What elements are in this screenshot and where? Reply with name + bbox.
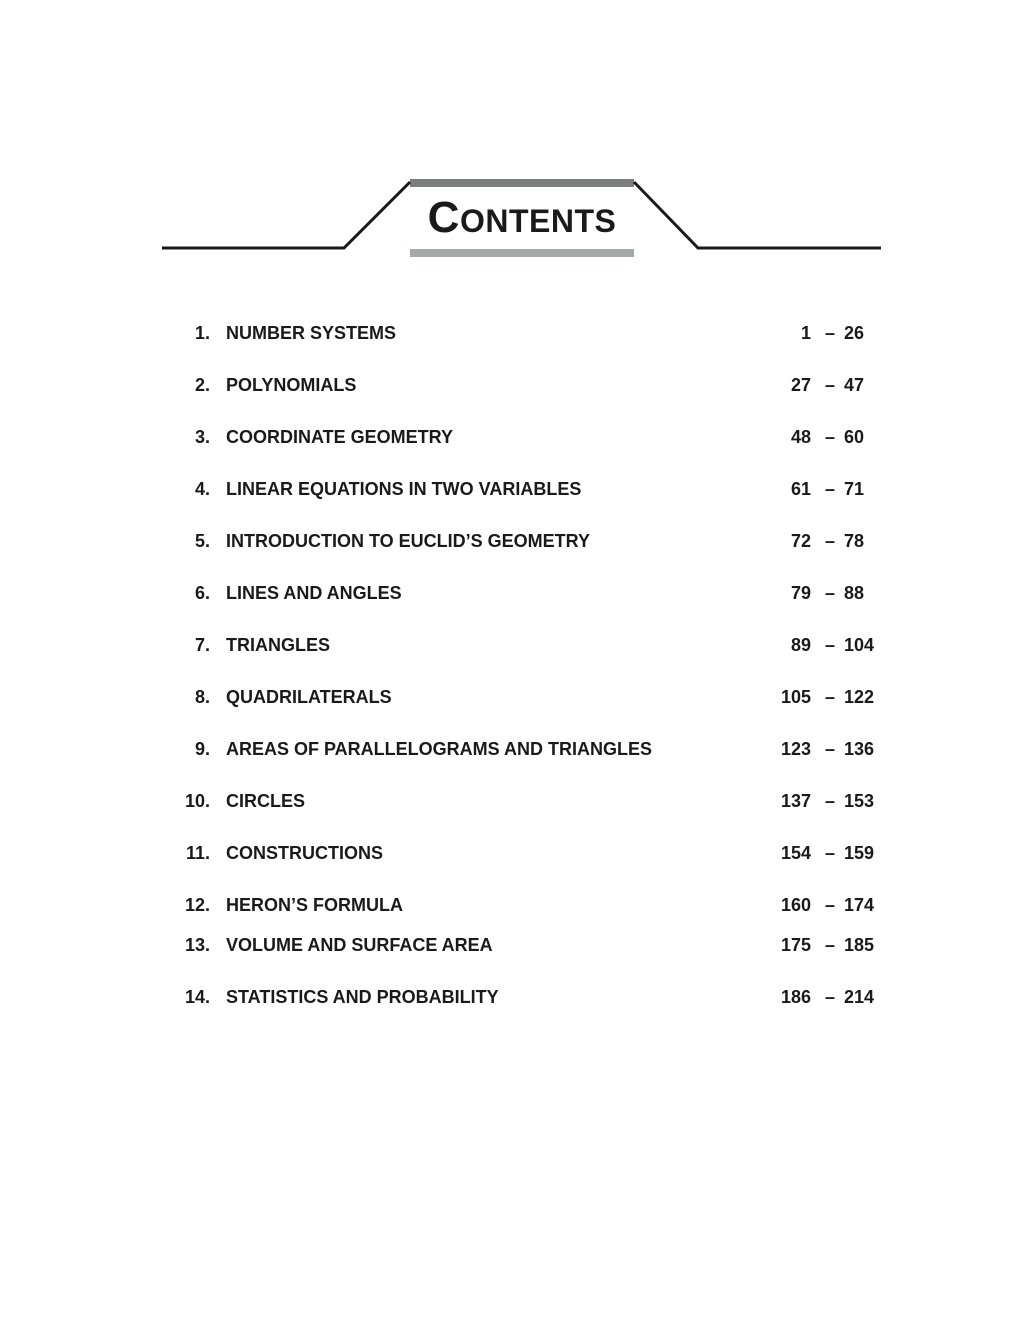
chapter-number: 9. [194, 739, 210, 759]
page-start: 175 [780, 935, 811, 955]
chapter-title: HERON’S FORMULA [226, 895, 403, 915]
chapter-number: 3. [194, 427, 210, 447]
toc-entry[interactable] [0, 578, 1020, 608]
toc-entry[interactable] [0, 318, 1020, 348]
page-end: 174 [844, 895, 875, 915]
toc-entry[interactable] [0, 734, 1020, 764]
page-start: 27 [790, 375, 811, 395]
page-end: 88 [844, 583, 865, 603]
toc-entry[interactable] [0, 930, 1020, 960]
left-rule [162, 182, 410, 248]
chapter-title: COORDINATE GEOMETRY [226, 427, 454, 447]
page-end: 185 [844, 935, 875, 955]
right-rule [634, 182, 881, 248]
page-start: 137 [780, 791, 811, 811]
chapter-number: 13. [184, 935, 210, 955]
page-end: 136 [844, 739, 875, 759]
page-end: 26 [844, 323, 865, 343]
page-end: 159 [844, 843, 875, 863]
page-start: 89 [790, 635, 811, 655]
chapter-number: 6. [194, 583, 210, 603]
chapter-number: 11. [185, 843, 210, 863]
chapter-title: LINEAR EQUATIONS IN TWO VARIABLES [226, 479, 582, 499]
page-start: 72 [790, 531, 811, 551]
chapter-title: LINES AND ANGLES [226, 583, 402, 603]
page-range-dash: – [824, 739, 835, 759]
page-start: 160 [780, 895, 811, 915]
contents-header [0, 0, 1020, 300]
page-start: 79 [790, 583, 811, 603]
page-range-dash: – [824, 935, 835, 955]
page-start: 48 [790, 427, 811, 447]
chapter-number: 2. [194, 375, 210, 395]
page-end: 60 [844, 427, 865, 447]
chapter-title: TRIANGLES [226, 635, 331, 655]
header-frame-graphic [0, 0, 1020, 300]
chapter-number: 7. [194, 635, 210, 655]
page-end: 78 [844, 531, 865, 551]
page-range-dash: – [824, 635, 835, 655]
page-range-dash: – [824, 479, 835, 499]
chapter-title: STATISTICS AND PROBABILITY [226, 987, 499, 1007]
page-range-dash: – [824, 323, 835, 343]
page-range-dash: – [824, 427, 835, 447]
page-end: 47 [844, 375, 865, 395]
title-top-bar [410, 179, 634, 187]
page-end: 153 [844, 791, 875, 811]
page-range-dash: – [824, 375, 835, 395]
page-start: 61 [790, 479, 811, 499]
page-start: 105 [780, 687, 811, 707]
page-range-dash: – [824, 687, 835, 707]
toc-entry[interactable] [0, 682, 1020, 712]
page-start: 123 [780, 739, 811, 759]
toc-entry[interactable] [0, 838, 1020, 868]
chapter-title: AREAS OF PARALLELOGRAMS AND TRIANGLES [226, 739, 652, 759]
chapter-title: INTRODUCTION TO EUCLID’S GEOMETRY [226, 531, 591, 551]
page-end: 104 [844, 635, 875, 655]
toc-entry[interactable] [0, 890, 1020, 920]
chapter-title: NUMBER SYSTEMS [226, 323, 397, 343]
chapter-title: QUADRILATERALS [226, 687, 392, 707]
chapter-number: 4. [194, 479, 210, 499]
toc-entry[interactable] [0, 630, 1020, 660]
chapter-title: CONSTRUCTIONS [226, 843, 383, 863]
chapter-number: 10. [184, 791, 210, 811]
toc-entry[interactable] [0, 526, 1020, 556]
page-start: 1 [800, 323, 811, 343]
toc-entry[interactable] [0, 474, 1020, 504]
toc-entry[interactable] [0, 982, 1020, 1012]
title-initial: C [427, 193, 460, 242]
page-title [410, 188, 634, 248]
page-start: 154 [780, 843, 811, 863]
chapter-title: POLYNOMIALS [226, 375, 357, 395]
chapter-number: 1. [194, 323, 210, 343]
title-rest: ONTENTS [459, 203, 617, 239]
page-end: 214 [844, 987, 875, 1007]
page-range-dash: – [824, 895, 835, 915]
toc-entry[interactable] [0, 422, 1020, 452]
toc-entry[interactable] [0, 786, 1020, 816]
chapter-number: 5. [194, 531, 210, 551]
chapter-number: 14. [184, 987, 210, 1007]
page-range-dash: – [824, 531, 835, 551]
chapter-title: VOLUME AND SURFACE AREA [226, 935, 493, 955]
page-start: 186 [780, 987, 811, 1007]
chapter-number: 8. [194, 687, 210, 707]
chapter-title: CIRCLES [226, 791, 306, 811]
toc-entry[interactable] [0, 370, 1020, 400]
page-range-dash: – [824, 843, 835, 863]
page-range-dash: – [824, 987, 835, 1007]
page-end: 122 [844, 687, 875, 707]
page-range-dash: – [824, 791, 835, 811]
chapter-number: 12. [184, 895, 210, 915]
title-bottom-bar [410, 249, 634, 257]
page-range-dash: – [824, 583, 835, 603]
page-end: 71 [844, 479, 865, 499]
